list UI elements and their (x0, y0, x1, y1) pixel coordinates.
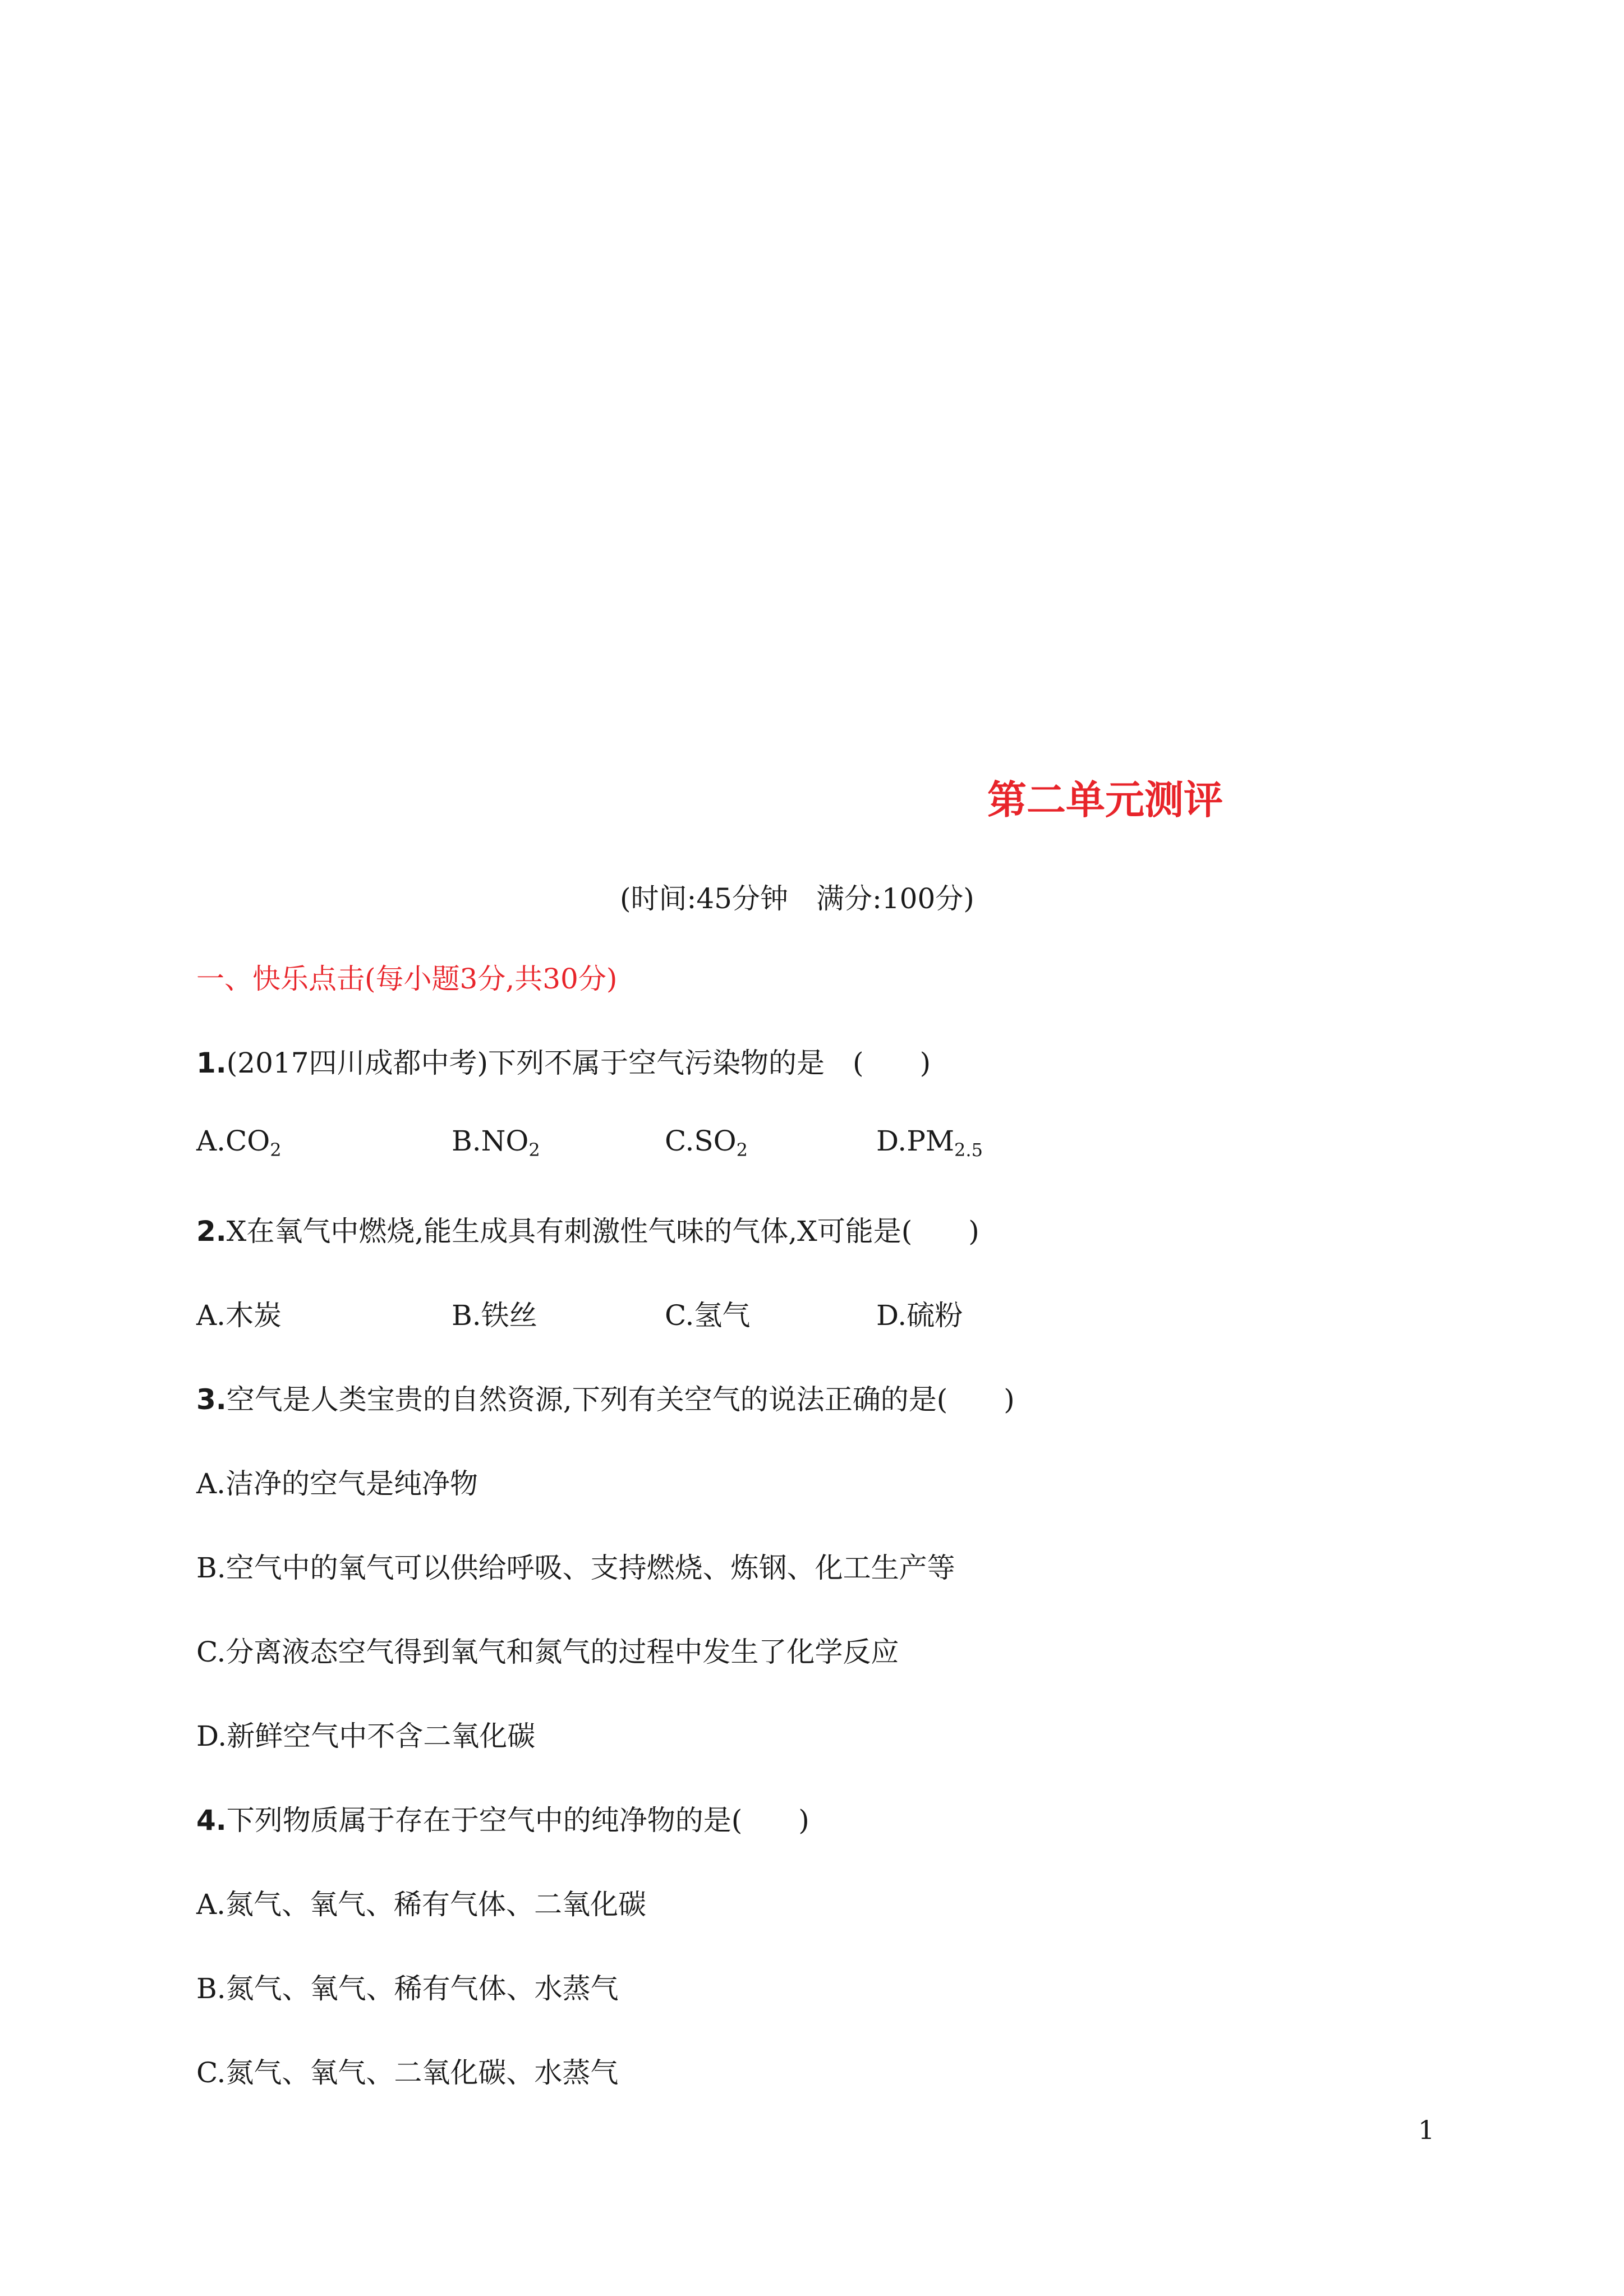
question-1-option-c: $C.SO_2$ (665, 1125, 748, 1161)
question-3-option-d: D.新鲜空气中不含二氧化碳 (196, 1720, 536, 1752)
question-2-option-b: B.铁丝 (452, 1299, 537, 1332)
question-text: (2017四川成都中考)下列不属于空气污染物的是 ( ) (226, 1047, 931, 1079)
page-number: 1 (1418, 2115, 1435, 2145)
question-number: 2. (196, 1215, 227, 1248)
question-2-stem (196, 1209, 979, 1249)
question-number: 4. (196, 1804, 227, 1837)
question-2-option-a: A.木炭 (196, 1299, 282, 1332)
question-number: 1. (196, 1047, 227, 1079)
question-2-option-d: D.硫粉 (876, 1299, 963, 1332)
question-4-stem (196, 1798, 809, 1838)
question-4-option-b: B.氮气、氧气、稀有气体、水蒸气 (196, 1972, 619, 2005)
question-1-option-a: $A.CO_2$ (196, 1125, 282, 1161)
question-3-stem (196, 1377, 1015, 1418)
section-heading: 一、快乐点击(每小题3分,共30分) (196, 963, 618, 995)
question-3-option-a: A.洁净的空气是纯净物 (196, 1467, 479, 1500)
question-3-option-c: C.分离液态空气得到氧气和氮气的过程中发生了化学反应 (196, 1636, 899, 1668)
question-4-option-c: C.氮气、氧气、二氧化碳、水蒸气 (196, 2056, 619, 2089)
question-3-option-b: B.空气中的氧气可以供给呼吸、支持燃烧、炼钢、化工生产等 (196, 1552, 955, 1584)
question-text: 下列物质属于存在于空气中的纯净物的是( ) (226, 1804, 809, 1837)
question-1-option-b: $B.NO_2$ (452, 1125, 540, 1161)
question-number: 3. (196, 1383, 227, 1416)
question-4-option-a: A.氮气、氧气、稀有气体、二氧化碳 (196, 1888, 647, 1921)
page-title: 第二单元测评 (987, 777, 1223, 823)
question-2-option-c: C.氢气 (665, 1299, 751, 1332)
question-text: X在氧气中燃烧,能生成具有刺激性气味的气体,X可能是( ) (226, 1215, 979, 1248)
question-1-stem (196, 1041, 931, 1081)
exam-info: (时间:45分钟 满分:100分) (620, 882, 974, 915)
question-1-option-d: $D.PM_{2.5}$ (876, 1125, 983, 1161)
question-text: 空气是人类宝贵的自然资源,下列有关空气的说法正确的是( ) (226, 1383, 1015, 1416)
